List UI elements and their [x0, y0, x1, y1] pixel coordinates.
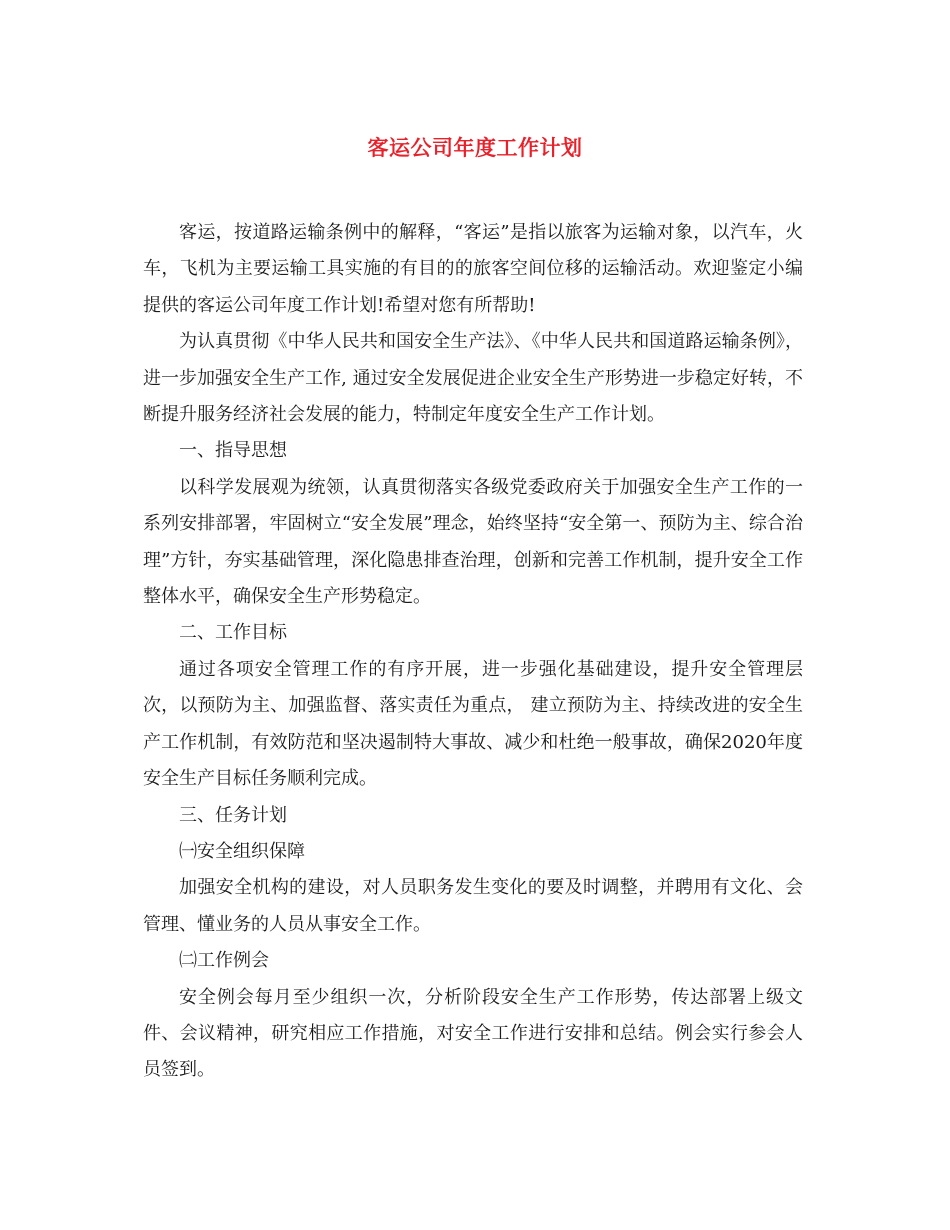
paragraph-safety-organization: 加强安全机构的建设，对人员职务发生变化的要及时调整，并聘用有文化、会管理、懂业务的人员从事安全工作。 [143, 877, 803, 935]
section-heading-task-plan: 三、任务计划 [179, 804, 287, 826]
subsection-heading-safety-organization: ㈠安全组织保障 [179, 840, 305, 862]
paragraph-intro: 客运，按道路运输条例中的解释，“客运”是指以旅客为运输对象，以汽车，火车，飞机为主要运输工具实施的有目的的旅客空间位移的运输活动。欢迎鉴定小编提供的客运公司年度工作计划!希望对您有所帮助! [143, 222, 803, 316]
paragraph-work-goals: 通过各项安全管理工作的有序开展，进一步强化基础建设，提升安全管理层次，以预防为主、加强监督、落实责任为重点， 建立预防为主、持续改进的安全生产工作机制，有效防范和坚决遏制特大事故、减少和杜绝一般事故，确保2020年度安全生产目标任务顺利完成。 [143, 658, 803, 790]
subsection-heading-regular-meetings: ㈡工作例会 [179, 950, 269, 972]
document-body [143, 215, 803, 1089]
section-heading-guiding-thought: 一、指导思想 [179, 440, 287, 462]
document-title: 客运公司年度工作计划 [367, 135, 583, 160]
paragraph-regular-meetings: 安全例会每月至少组织一次，分析阶段安全生产工作形势，传达部署上级文件、会议精神，研究相应工作措施，对安全工作进行安排和总结。例会实行参会人员签到。 [143, 986, 803, 1081]
section-heading-work-goals: 二、工作目标 [179, 622, 287, 644]
paragraph-purpose: 为认真贯彻《中华人民共和国安全生产法》、《中华人民共和国道路运输条例》，进一步加强安全生产工作, 通过安全发展促进企业安全生产形势进一步稳定好转，不断提升服务经济社会发展的能力，特制定年度安全生产工作计划。 [143, 331, 803, 426]
paragraph-guiding-thought: 以科学发展观为统领，认真贯彻落实各级党委政府关于加强安全生产工作的一系列安排部署，牢固树立“安全发展”理念，始终坚持“安全第一、预防为主、综合治理”方针，夯实基础管理，深化隐患排查治理，创新和完善工作机制，提升安全工作整体水平，确保安全生产形势稳定。 [143, 476, 803, 608]
